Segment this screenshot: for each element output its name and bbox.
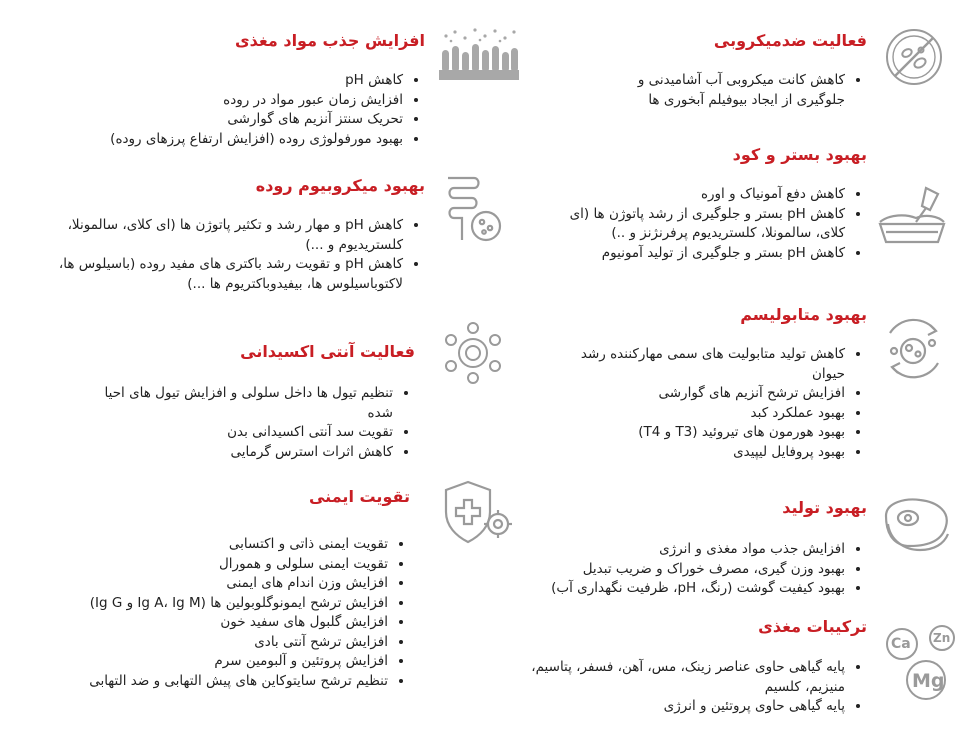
section-antioxidant — [95, 341, 415, 462]
list-item: • افزایش گلبول های سفید خون — [10, 613, 388, 633]
list-item: • پایه گیاهی حاوی پروتئین و انرژی — [515, 697, 845, 717]
list-item: • افزایش جذب مواد مغذی و انرژی — [485, 540, 845, 560]
zinc-label: Zn — [933, 631, 951, 645]
list-item: • تحریک سنتز آنزیم های گوارشی — [25, 110, 403, 130]
list-item: • افزایش ترشح ایمونوگلوبولین ها (Ig A، Ig M و Ig G) — [10, 594, 388, 614]
section-absorption — [25, 30, 425, 149]
section-metabolism — [527, 304, 867, 462]
intestine-icon — [440, 172, 506, 248]
section-production — [487, 497, 867, 599]
list-item: • تنظیم تیول ها داخل سلولی و افزایش تیول های احیا شده — [93, 384, 393, 423]
list-item: • کاهش pH بستر و جلوگیری از رشد پاتوژن ها (ای کلای، سالمونلا، کلستریدیوم پرفرنژنز و ..) — [545, 205, 845, 244]
list-item: • کاهش pH و مهار رشد و تکثیر پاتوژن ها (ای کلای، سالمونلا، کلستریدیوم و ...) — [33, 216, 403, 255]
calcium-label: Ca — [891, 636, 911, 652]
list-item: • کاهش دفع آمونیاک و اوره — [545, 185, 845, 205]
list-item: • افزایش ترشح آنتی بادی — [10, 633, 388, 653]
section-microbiome — [25, 175, 425, 294]
section-antimicrobial — [547, 30, 867, 110]
list-item: • بهبود کیفیت گوشت (رنگ، pH، ظرفیت نگهداری آب) — [485, 579, 845, 599]
list-item: • افزایش پروتئین و آلبومین سرم — [10, 652, 388, 672]
section-title: فعالیت ضدمیکروبی — [713, 31, 867, 50]
litter-tray-icon — [876, 184, 948, 250]
list-item: • بهبود هورمون های تیروئید (T3 و T4) — [545, 423, 845, 443]
list-item: • بهبود وزن گیری، مصرف خوراک و ضریب تبدیل — [485, 560, 845, 580]
shield-cross-icon — [440, 478, 516, 546]
section-title: ترکیبات مغذی — [758, 617, 867, 636]
list-item: • پایه گیاهی حاوی عناصر زینک، مس، آهن، فسفر، پتاسیم، منیزیم، کلسیم — [515, 658, 845, 697]
section-title: بهبود میکروبیوم روده — [255, 176, 425, 195]
section-title: بهبود متابولیسم — [740, 305, 867, 324]
magnesium-label: Mg — [912, 670, 945, 692]
minerals-icon — [884, 624, 964, 704]
list-item: • افزایش وزن اندام های ایمنی — [10, 574, 388, 594]
section-nutrients — [527, 616, 867, 717]
list-item: • کاهش تولید متابولیت های سمی مهارکننده رشد حیوان — [545, 345, 845, 384]
list-item: • تنظیم ترشح سایتوکاین های پیش التهابی و ضد التهابی — [10, 672, 388, 692]
list-item: • تقویت ایمنی سلولی و همورال — [10, 555, 388, 575]
list-item: • افزایش زمان عبور مواد در روده — [25, 91, 403, 111]
list-item: • تقویت سد آنتی اکسیدانی بدن — [93, 423, 393, 443]
list-item: • کاهش pH بستر و جلوگیری از تولید آمونیوم — [545, 244, 845, 264]
no-bacteria-icon — [883, 26, 945, 88]
section-title: افزایش جذب مواد مغذی — [234, 31, 425, 50]
section-immunity — [10, 486, 410, 691]
metabolism-cycle-icon — [878, 311, 948, 387]
list-item: • بهبود مورفولوژی روده (افزایش ارتفاع پرزهای روده) — [25, 130, 403, 150]
list-item: • کاهش کانت میکروبی آب آشامیدنی و جلوگیری از ایجاد بیوفیلم آبخوری ها — [595, 71, 845, 110]
list-item: • افزایش ترشح آنزیم های گوارشی — [545, 384, 845, 404]
list-item: • کاهش pH — [25, 71, 403, 91]
list-item: • بهبود پروفایل لیپیدی — [545, 443, 845, 463]
list-item: • تقویت ایمنی ذاتی و اکتسابی — [10, 535, 388, 555]
section-title: بهبود بستر و کود — [732, 145, 867, 164]
list-item: • کاهش اثرات استرس گرمایی — [93, 443, 393, 463]
section-title: فعالیت آنتی اکسیدانی — [240, 342, 415, 361]
molecule-icon — [440, 320, 506, 386]
steak-icon — [880, 494, 954, 554]
intestinal-villi-icon — [437, 26, 521, 80]
section-title: بهبود تولید — [782, 498, 867, 517]
section-title: تقویت ایمنی — [308, 487, 410, 506]
list-item: • بهبود عملکرد کبد — [545, 404, 845, 424]
section-litter — [527, 144, 867, 263]
list-item: • کاهش pH و تقویت رشد باکتری های مفید روده (باسیلوس ها، لاکتوباسیلوس ها، بیفیدوباکتریوم ها ...) — [33, 255, 403, 294]
